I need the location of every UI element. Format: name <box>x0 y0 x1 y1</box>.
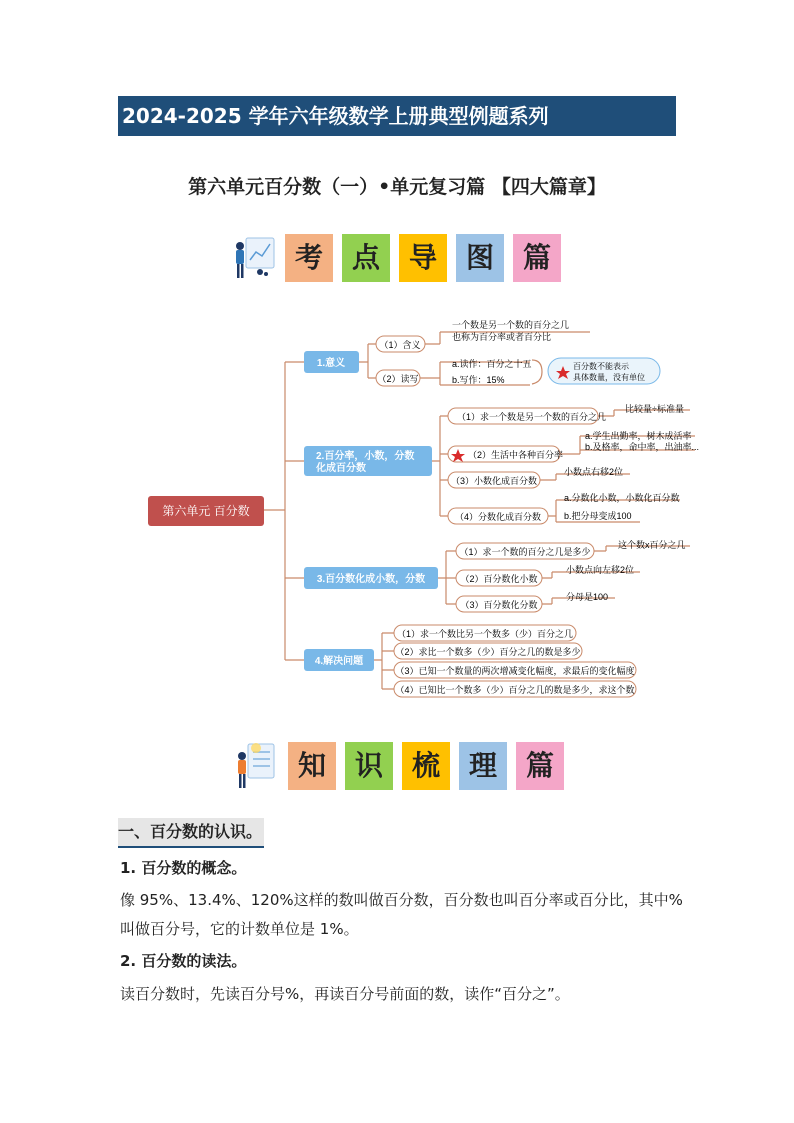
node-b4-1-label: （1）求一个数比另一个数多（少）百分之几 <box>396 629 574 639</box>
node-b3-3-label: （3）百分数化分数 <box>460 600 538 610</box>
teacher-illustration-icon <box>230 234 278 282</box>
note-b3-2: 小数点向左移2位 <box>566 565 635 575</box>
paragraph-concept-1: 像 95%、13.4%、120%这样的数叫做百分数，百分数也叫百分率或百分比，其中% <box>120 891 683 909</box>
teacher-illustration-icon <box>230 742 278 790</box>
branch-percent-to-decimal-label: 3.百分数化成小数，分数 <box>316 574 426 585</box>
tile-shu: 梳 <box>402 742 450 790</box>
bubble-note-2: 具体数量，没有单位 <box>573 373 645 382</box>
branch-meaning-label: 1.意义 <box>316 358 346 369</box>
note-b2-4a: a.分数化小数，小数化百分数 <box>564 493 680 503</box>
branch-problem-solving-label: 4.解决问题 <box>314 656 364 667</box>
tile-dian: 点 <box>342 234 390 282</box>
note-b2-4b: b.把分母变成100 <box>564 511 632 521</box>
chapter-header-knowledge <box>230 742 570 790</box>
section-heading: 一、百分数的认识。 <box>118 818 264 848</box>
note-meaning-2: 也称为百分率或者百分比 <box>452 332 552 342</box>
note-read: a.读作：百分之十五 <box>452 359 532 369</box>
paragraph-concept-2: 叫做百分号，它的计数单位是 1%。 <box>120 920 359 938</box>
paragraph-reading: 读百分数时，先读百分号%，再读百分号前面的数，读作“百分之”。 <box>120 985 570 1003</box>
node-b3-2-label: （2）百分数化小数 <box>460 574 538 584</box>
subheading-reading: 2. 百分数的读法。 <box>120 952 247 970</box>
tile-pian: 篇 <box>513 234 561 282</box>
node-b2-2-label: （2）生活中各种百分率 <box>468 450 564 460</box>
tile-zhi: 知 <box>288 742 336 790</box>
note-b2-1: 比较量÷标准量 <box>625 404 684 414</box>
node-b4-4-label: （4）已知比一个数多（少）百分之几的数是多少，求这个数 <box>395 685 635 695</box>
mind-map-root-label: 第六单元 百分数 <box>162 504 250 518</box>
tile-dao: 导 <box>399 234 447 282</box>
branch-convert-to-percent-label-1: 2.百分率，小数，分数 <box>316 451 415 462</box>
node-b2-1-label: （1）求一个数是另一个数的百分之几 <box>457 412 607 422</box>
node-b2-4-label: （4）分数化成百分数 <box>454 512 542 522</box>
branch-convert-to-percent-label-2: 化成百分数 <box>316 463 366 474</box>
node-meaning-label: （1）含义 <box>379 340 421 350</box>
note-b2-3: 小数点右移2位 <box>564 467 624 477</box>
page-subtitle: 第六单元百分数（一）•单元复习篇 【四大篇章】 <box>188 176 606 198</box>
subheading-concept: 1. 百分数的概念。 <box>120 859 247 877</box>
node-b3-1-label: （1）求一个数的百分之几是多少 <box>459 547 591 557</box>
tile-shi: 识 <box>345 742 393 790</box>
note-b3-3: 分母是100 <box>566 592 609 602</box>
node-b4-2-label: （2）求比一个数多（少）百分之几的数是多少 <box>395 647 581 657</box>
note-meaning-1: 一个数是另一个数的百分之几 <box>452 320 570 330</box>
tile-kao: 考 <box>285 234 333 282</box>
mind-map <box>0 300 794 720</box>
tile-pian: 篇 <box>516 742 564 790</box>
node-b2-3-label: （3）小数化成百分数 <box>450 476 538 486</box>
tile-li: 理 <box>459 742 507 790</box>
series-banner: 2024-2025 学年六年级数学上册典型例题系列 <box>118 96 676 136</box>
note-b3-1: 这个数x百分之几 <box>618 540 686 550</box>
note-b2-2b: b.及格率，命中率，出油率... <box>585 442 700 452</box>
tile-tu: 图 <box>456 234 504 282</box>
node-read-write-label: （2）读写 <box>377 374 419 384</box>
bubble-note-1: 百分数不能表示 <box>573 362 629 371</box>
chapter-header-mindmap <box>230 234 570 282</box>
node-b4-3-label: （3）已知一个数量的两次增减变化幅度，求最后的变化幅度 <box>395 666 635 676</box>
note-write: b.写作：15% <box>452 375 505 385</box>
note-b2-2a: a.学生出勤率，树木成活率 <box>585 431 692 441</box>
